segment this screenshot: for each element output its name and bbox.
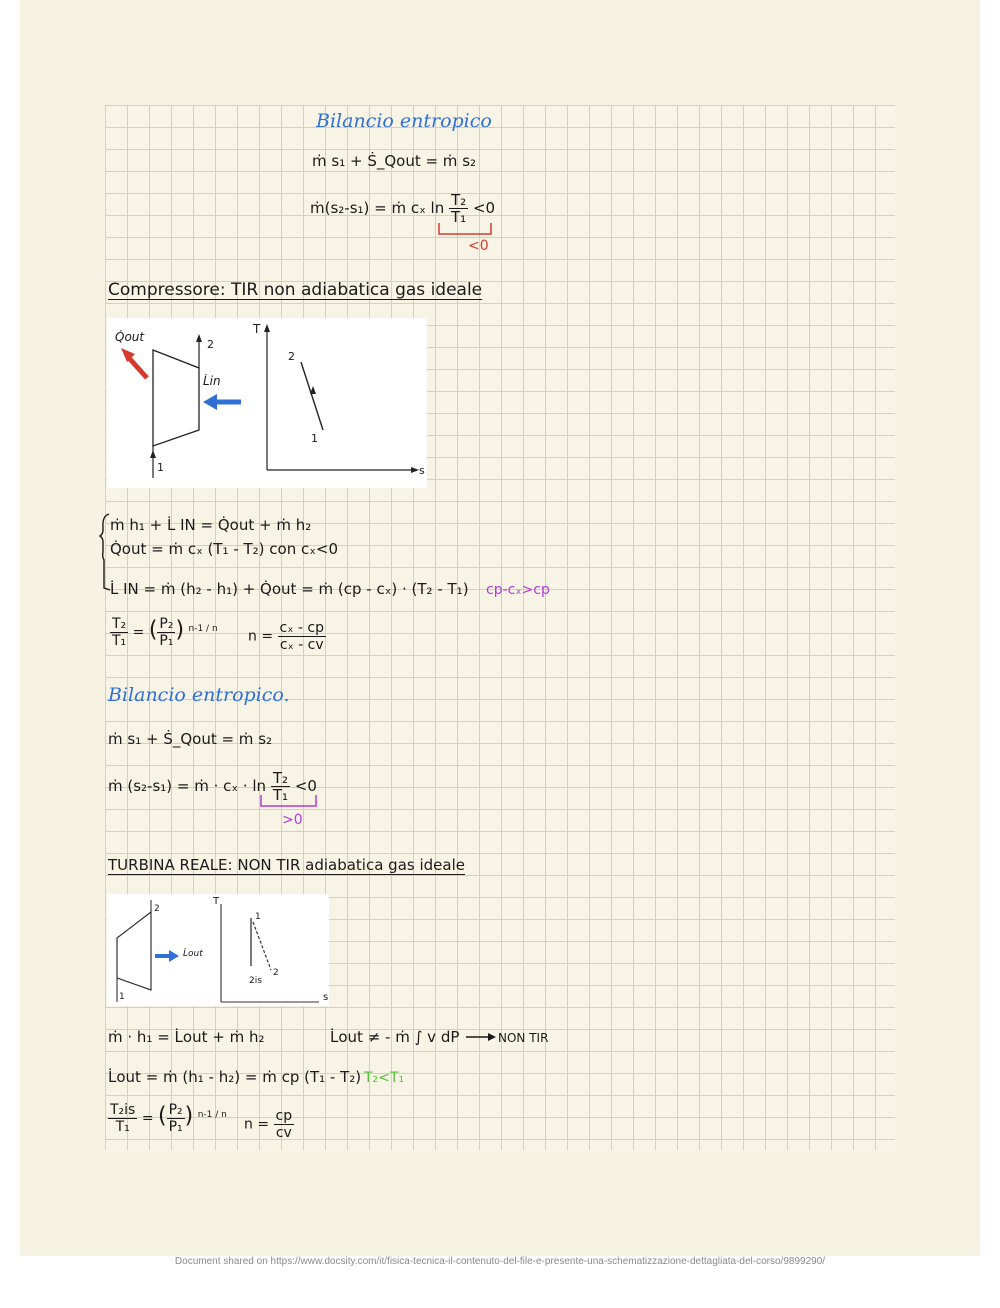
entropy2-equation-1: ṁ s₁ + Ṡ_Qout = ṁ s₂ [108,730,273,748]
turbine-energy-eq: ṁ · h₁ = L̇out + ṁ h₂ [108,1028,265,1046]
turbine-work-inequality: L̇out ≠ - ṁ ∫ v dP [330,1028,460,1046]
isentropic-ratio: $\frac{\text{T₂is}}{\text{T₁}}$ = ( $\frac{\text{P₂}}{\text{P₁}}$ ) $^{n-1 / n}$ [110,1102,227,1135]
polytropic-ratio: $\frac{\text{T₂}}{\text{T₁}}$ = ( $\frac{\text{P₂}}{\text{P₁}}$ ) $^{n-1 / n}$ [112,616,218,649]
underbrace-red [436,220,496,240]
heat-out-label: Q̇out [115,330,145,344]
work-in-eq: L̇ IN = ṁ (h₂ - h₁) + Q̇out = ṁ (cp - cₓ) · (T₂ - T₁) [110,580,469,598]
compressor-heading: Compressore: TIR non adiabatica gas ideale [108,280,483,300]
non-tir-label: NON TIR [498,1031,549,1045]
underbrace-purple [258,792,322,812]
isentropic-index: n = $\frac{cp}{cv}$ [244,1108,293,1141]
temperature-note-green: T₂<T₁ [364,1070,405,1086]
turbine-ts-point-2is: 2is [249,976,262,986]
turbine-s-axis: s [323,992,329,1003]
turbine-point-1: 1 [119,992,125,1002]
turbine-t-axis: T [213,896,220,907]
arrow-right [466,1030,496,1044]
turbine-point-2: 2 [154,904,160,914]
polytropic-index: n = $\frac{\text{cₓ - cp}}{\text{cₓ - cv}}$ [248,620,324,653]
document-footer: Document shared on https://www.docsity.com/it/fisica-tecnica-il-contenuto-del-file-e-presente-una-schematizzazione-dettagliata-del-corso/9899290/ [174,1256,826,1267]
turbine-figure [107,894,329,1006]
energy-balance-eq: ṁ h₁ + L̇ IN = Q̇out + ṁ h₂ [110,516,312,534]
turbine-work-eq: L̇out = ṁ (h₁ - h₂) = ṁ cp (T₁ - T₂) [108,1068,362,1086]
ts-point-2: 2 [288,350,295,363]
compressor-point-1: 1 [157,461,164,474]
sign-note-purple: >0 [282,812,303,828]
work-out-label: L̇out [183,949,203,959]
compressor-figure [107,318,427,488]
sign-note-red: <0 [468,238,489,254]
compressor-point-2: 2 [207,338,214,351]
section-title-entropy: Bilancio entropico [316,110,492,132]
work-in-label: L̇in [203,374,221,388]
heat-out-eq: Q̇out = ṁ cₓ (T₁ - T₂) con cₓ<0 [110,540,339,558]
s-axis-label: s [419,464,425,477]
turbine-ts-point-2: 2 [273,968,279,978]
temperature-ratio: $\frac{\text{T₂}}{\text{T₁}}$ [451,191,467,226]
entropy-equation-1: ṁ s₁ + Ṡ_Qout = ṁ s₂ [312,152,477,170]
section-title-entropy-2: Bilancio entropico. [108,684,290,706]
entropy-equation-2: ṁ(s₂-s₁) = ṁ cₓ ln $\frac{\text{T₂}}{\text{T₁}}$ <0 [310,191,496,226]
t-axis-label: T [253,322,261,336]
entropy2-equation-2: ṁ (s₂-s₁) = ṁ · cₓ · ln $\frac{\text{T₂}}{\text{T₁}}$ <0 [108,769,317,804]
ts-point-1: 1 [311,432,318,445]
work-note-purple: cp-cₓ>cp [486,582,550,598]
turbine-ts-point-1: 1 [255,912,261,922]
turbine-heading: TURBINA REALE: NON TIR adiabatica gas ideale [108,856,465,874]
